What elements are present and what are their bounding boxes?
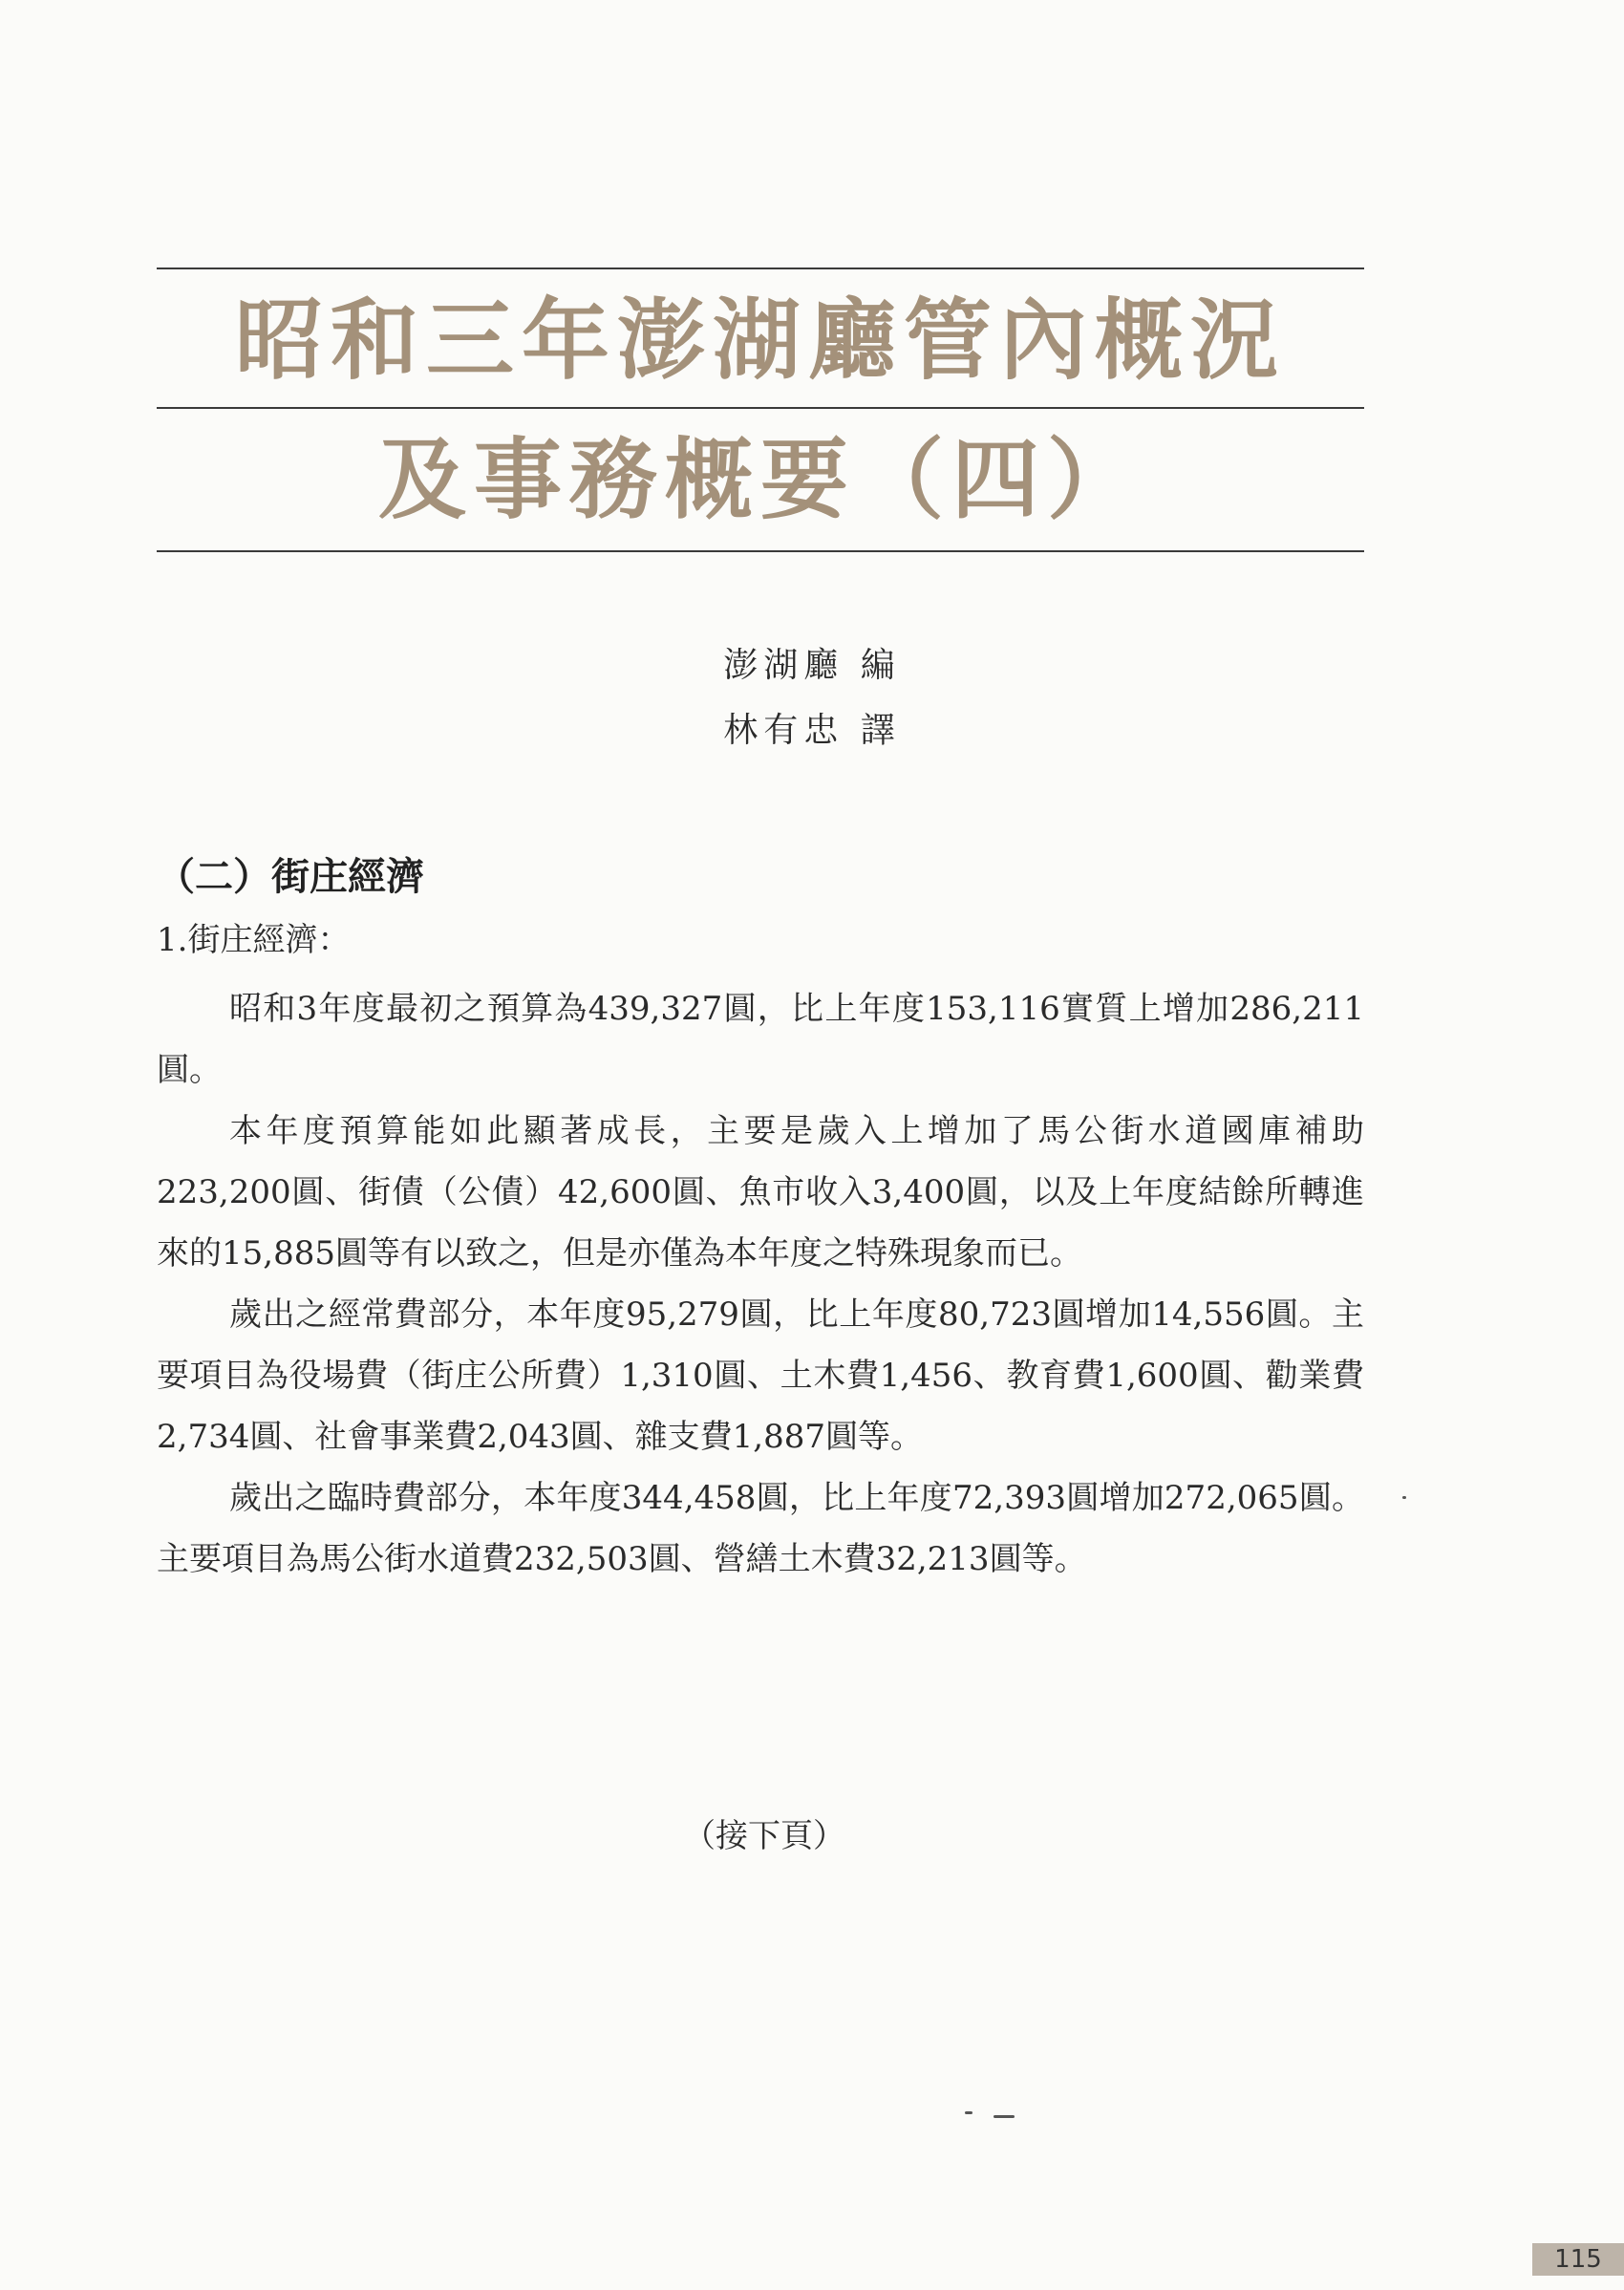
paragraph-growth: 本年度預算能如此顯著成長，主要是歲入上增加了馬公街水道國庫補助223,200圓、街債（公債）42,600圓、魚市收入3,400圓，以及上年度結餘所轉進來的15,885圓等有以致之，但是亦僅為本年度之特殊現象而已。: [157, 1112, 1364, 1273]
title-line-1: 昭和三年澎湖廳管內概況: [234, 289, 1286, 392]
paragraph-budget: 昭和3年度最初之預算為439,327圓，比上年度153,116實質上增加286,211圓。: [157, 990, 1364, 1089]
title-top-rule: [157, 268, 1364, 269]
translator-credit: 林有忠 譯: [723, 711, 901, 750]
scan-speck: [994, 2115, 1015, 2118]
title-middle-rule: [157, 407, 1364, 409]
page-number: 115: [1532, 2243, 1624, 2276]
paragraph-temporary-expenditure: 歲出之臨時費部分，本年度344,458圓，比上年度72,393圓增加272,065圓。主要項目為馬公街水道費232,503圓、營繕土木費32,213圓等。: [157, 1479, 1364, 1578]
editor-credit: 澎湖廳 編: [723, 646, 901, 685]
paragraph-ordinary-expenditure: 歲出之經常費部分，本年度95,279圓，比上年度80,723圓增加14,556圓。主要項目為役場費（街庄公所費）1,310圓、土木費1,456、教育費1,600圓、勸業費2,734圓、社會事業費2,043圓、雜支費1,887圓等。: [157, 1295, 1364, 1456]
continued-note: （接下頁）: [683, 1817, 845, 1855]
scan-speck: [965, 2111, 972, 2114]
title-line-2: 及事務概要（四）: [377, 428, 1143, 531]
scan-speck: [1402, 1496, 1406, 1499]
section-heading: （二）街庄經濟: [157, 855, 424, 899]
sub-heading: 1.街庄經濟：: [157, 921, 351, 959]
title-bottom-rule: [157, 550, 1364, 552]
